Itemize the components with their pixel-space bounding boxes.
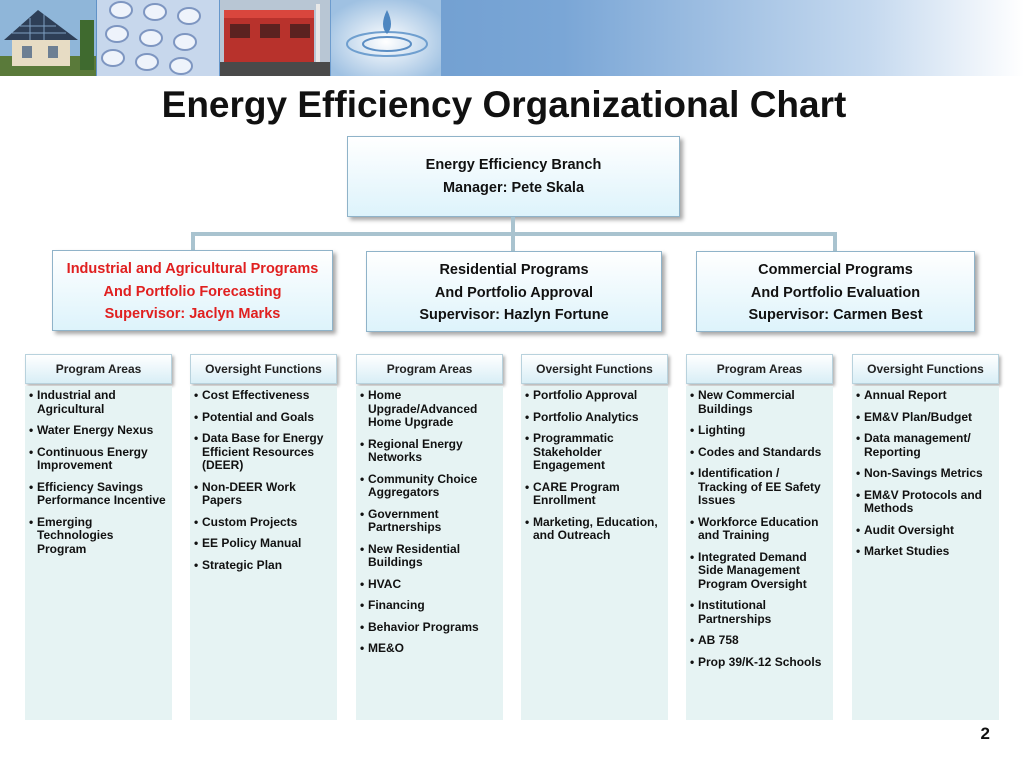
list-item [360, 543, 497, 570]
list-item [360, 599, 497, 613]
bullet-icon: • [194, 514, 199, 529]
column-body-residential-oversight [521, 386, 668, 720]
connector-vertical-residential [511, 232, 515, 251]
bullet-icon: • [360, 541, 365, 556]
list-item-text: Non-DEER Work Papers [202, 479, 296, 507]
item-list [525, 389, 662, 543]
page-title: Energy Efficiency Organizational Chart [161, 84, 847, 125]
bullet-icon: • [360, 619, 365, 634]
list-item [856, 411, 993, 425]
bullet-icon: • [194, 388, 199, 402]
column-header-residential-program-areas: Program Areas [356, 354, 503, 384]
list-item [690, 446, 827, 460]
division-title: Commercial Programs [758, 262, 913, 278]
division-supervisor: Supervisor: Jaclyn Marks [104, 306, 281, 322]
item-list [29, 389, 166, 556]
list-item-text: Data Base for Energy Efficient Resources (DEER) [202, 431, 324, 472]
bullet-icon: • [29, 388, 34, 402]
water-drop-photo-icon [331, 0, 441, 76]
bullet-icon: • [856, 466, 861, 480]
list-item [856, 389, 993, 403]
bullet-icon: • [690, 633, 695, 647]
list-item-text: AB 758 [698, 633, 739, 647]
bullet-icon: • [856, 409, 861, 424]
list-item [360, 473, 497, 500]
header-banner [0, 0, 1024, 76]
bullet-icon: • [360, 641, 365, 655]
list-item-text: Marketing, Education, and Outreach [533, 514, 658, 542]
division-box-commercial [696, 251, 975, 332]
list-item-text: New Residential Buildings [368, 541, 461, 569]
list-item-text: EM&V Plan/Budget [864, 409, 973, 424]
bullet-icon: • [360, 471, 365, 486]
item-list [194, 389, 331, 572]
list-item-text: Lighting [698, 423, 746, 437]
division-box-industrial [52, 250, 333, 331]
list-item-text: Annual Report [864, 388, 947, 402]
list-item-text: Emerging Technologies Program [37, 514, 114, 556]
list-item-text: Portfolio Approval [533, 388, 638, 402]
list-item-text: New Commercial Buildings [698, 388, 795, 416]
bullet-icon: • [360, 576, 365, 591]
list-item-text: Strategic Plan [202, 557, 283, 572]
list-item-text: Water Energy Nexus [37, 423, 154, 437]
branch-manager: Manager: Pete Skala [442, 179, 585, 196]
item-list [690, 389, 827, 669]
bullet-icon: • [690, 423, 695, 437]
list-item [194, 516, 331, 530]
bullet-icon: • [29, 444, 34, 459]
list-item [194, 537, 331, 551]
division-supervisor: Supervisor: Hazlyn Fortune [419, 307, 609, 323]
bullet-icon: • [690, 388, 695, 402]
list-item [856, 545, 993, 559]
bullet-icon: • [194, 431, 199, 445]
list-item [690, 467, 827, 508]
bullet-icon: • [194, 409, 199, 424]
list-item-text: Institutional Partnerships [698, 598, 772, 626]
connector-vertical-industrial [191, 232, 195, 250]
list-item-text: Identification / Tracking of EE Safety Issues [698, 466, 821, 507]
list-item [360, 438, 497, 465]
bullet-icon: • [525, 388, 530, 402]
list-item [194, 389, 331, 403]
list-item [525, 432, 662, 473]
list-item [360, 508, 497, 535]
division-subtitle: And Portfolio Evaluation [750, 284, 921, 301]
list-item [690, 389, 827, 416]
list-item-text: CARE Program Enrollment [533, 479, 620, 507]
bullet-icon: • [856, 522, 861, 537]
train-photo-icon [220, 0, 330, 76]
list-item [360, 621, 497, 635]
list-item-text: Community Choice Aggregators [368, 471, 478, 499]
list-item [690, 516, 827, 543]
bullet-icon: • [194, 557, 199, 572]
list-item-text: Custom Projects [202, 514, 298, 529]
bullet-icon: • [525, 479, 530, 494]
list-item [194, 411, 331, 425]
list-item-text: Financing [368, 598, 425, 612]
column-header-industrial-oversight: Oversight Functions [190, 354, 337, 384]
bullet-icon: • [690, 444, 695, 459]
item-list [360, 389, 497, 656]
list-item-text: Continuous Energy Improvement [37, 444, 148, 472]
list-item [856, 524, 993, 538]
division-subtitle: And Portfolio Approval [434, 284, 594, 301]
list-item-text: Non-Savings Metrics [864, 466, 983, 480]
list-item [690, 424, 827, 438]
list-item [856, 489, 993, 516]
list-item [29, 516, 166, 557]
bullet-icon: • [194, 536, 199, 550]
list-item [525, 481, 662, 508]
bullet-icon: • [360, 506, 365, 521]
bullet-icon: • [690, 514, 695, 529]
list-item [360, 578, 497, 592]
list-item-text: Market Studies [864, 544, 950, 558]
list-item [29, 389, 166, 416]
list-item-text: Audit Oversight [864, 522, 955, 537]
list-item [29, 446, 166, 473]
list-item [360, 642, 497, 656]
list-item-text: Prop 39/K-12 Schools [698, 654, 822, 669]
list-item-text: Integrated Demand Side Management Program Oversight [698, 549, 807, 591]
list-item-text: Codes and Standards [698, 444, 822, 459]
column-body-commercial-program-areas [686, 386, 833, 720]
bullet-icon: • [690, 466, 695, 480]
list-item-text: Workforce Education and Training [698, 514, 819, 542]
solar-house-photo-icon [0, 0, 96, 76]
list-item [856, 467, 993, 481]
list-item-text: EE Policy Manual [202, 536, 302, 550]
list-item-text: Behavior Programs [368, 619, 479, 634]
column-body-commercial-oversight [852, 386, 999, 720]
list-item-text: Portfolio Analytics [533, 409, 639, 424]
list-item [194, 559, 331, 573]
bullet-icon: • [360, 388, 365, 402]
item-list [856, 389, 993, 559]
bullet-icon: • [856, 544, 861, 558]
list-item [194, 481, 331, 508]
list-item [856, 432, 993, 459]
bullet-icon: • [194, 479, 199, 494]
list-item [29, 481, 166, 508]
list-item-text: Industrial and Agricultural [37, 388, 116, 416]
branch-box [347, 136, 680, 217]
bullet-icon: • [525, 431, 530, 445]
list-item-text: HVAC [368, 576, 402, 591]
bullet-icon: • [360, 436, 365, 451]
bullet-icon: • [360, 598, 365, 612]
bullet-icon: • [856, 431, 861, 445]
keypad-photo-icon [97, 0, 219, 76]
bullet-icon: • [29, 479, 34, 494]
list-item [525, 516, 662, 543]
bullet-icon: • [525, 514, 530, 529]
list-item-text: Potential and Goals [202, 409, 315, 424]
list-item-text: Cost Effectiveness [202, 388, 310, 402]
column-header-commercial-program-areas: Program Areas [686, 354, 833, 384]
column-body-industrial-program-areas [25, 386, 172, 720]
bullet-icon: • [690, 654, 695, 669]
bullet-icon: • [690, 549, 695, 564]
list-item [29, 424, 166, 438]
column-header-residential-oversight: Oversight Functions [521, 354, 668, 384]
list-item [690, 551, 827, 592]
list-item-text: Programmatic Stakeholder Engagement [533, 431, 614, 472]
bullet-icon: • [29, 423, 34, 437]
bullet-icon: • [690, 598, 695, 612]
connector-vertical-commercial [833, 232, 837, 251]
list-item-text: Government Partnerships [368, 506, 442, 534]
division-subtitle: And Portfolio Forecasting [103, 283, 282, 300]
bullet-icon: • [29, 514, 34, 529]
column-body-residential-program-areas [356, 386, 503, 720]
column-header-commercial-oversight: Oversight Functions [852, 354, 999, 384]
list-item [194, 432, 331, 473]
list-item-text: Home Upgrade/Advanced Home Upgrade [368, 388, 478, 429]
column-header-industrial-program-areas: Program Areas [25, 354, 172, 384]
division-box-residential [366, 251, 662, 332]
bullet-icon: • [856, 487, 861, 502]
list-item-text: ME&O [368, 641, 404, 655]
bullet-icon: • [525, 409, 530, 424]
list-item [690, 634, 827, 648]
list-item [690, 599, 827, 626]
list-item [525, 389, 662, 403]
list-item [690, 656, 827, 670]
bullet-icon: • [856, 388, 861, 402]
list-item-text: Efficiency Savings Performance Incentive [37, 479, 166, 507]
list-item-text: Data management/ Reporting [864, 431, 971, 459]
column-body-industrial-oversight [190, 386, 337, 720]
list-item [360, 389, 497, 430]
list-item-text: EM&V Protocols and Methods [864, 487, 983, 515]
division-title: Residential Programs [439, 262, 589, 278]
list-item-text: Regional Energy Networks [368, 436, 463, 464]
division-supervisor: Supervisor: Carmen Best [748, 307, 923, 323]
list-item [525, 411, 662, 425]
branch-name: Energy Efficiency Branch [425, 157, 602, 173]
division-title: Industrial and Agricultural Programs [66, 261, 319, 277]
page-number: 2 [980, 724, 990, 743]
